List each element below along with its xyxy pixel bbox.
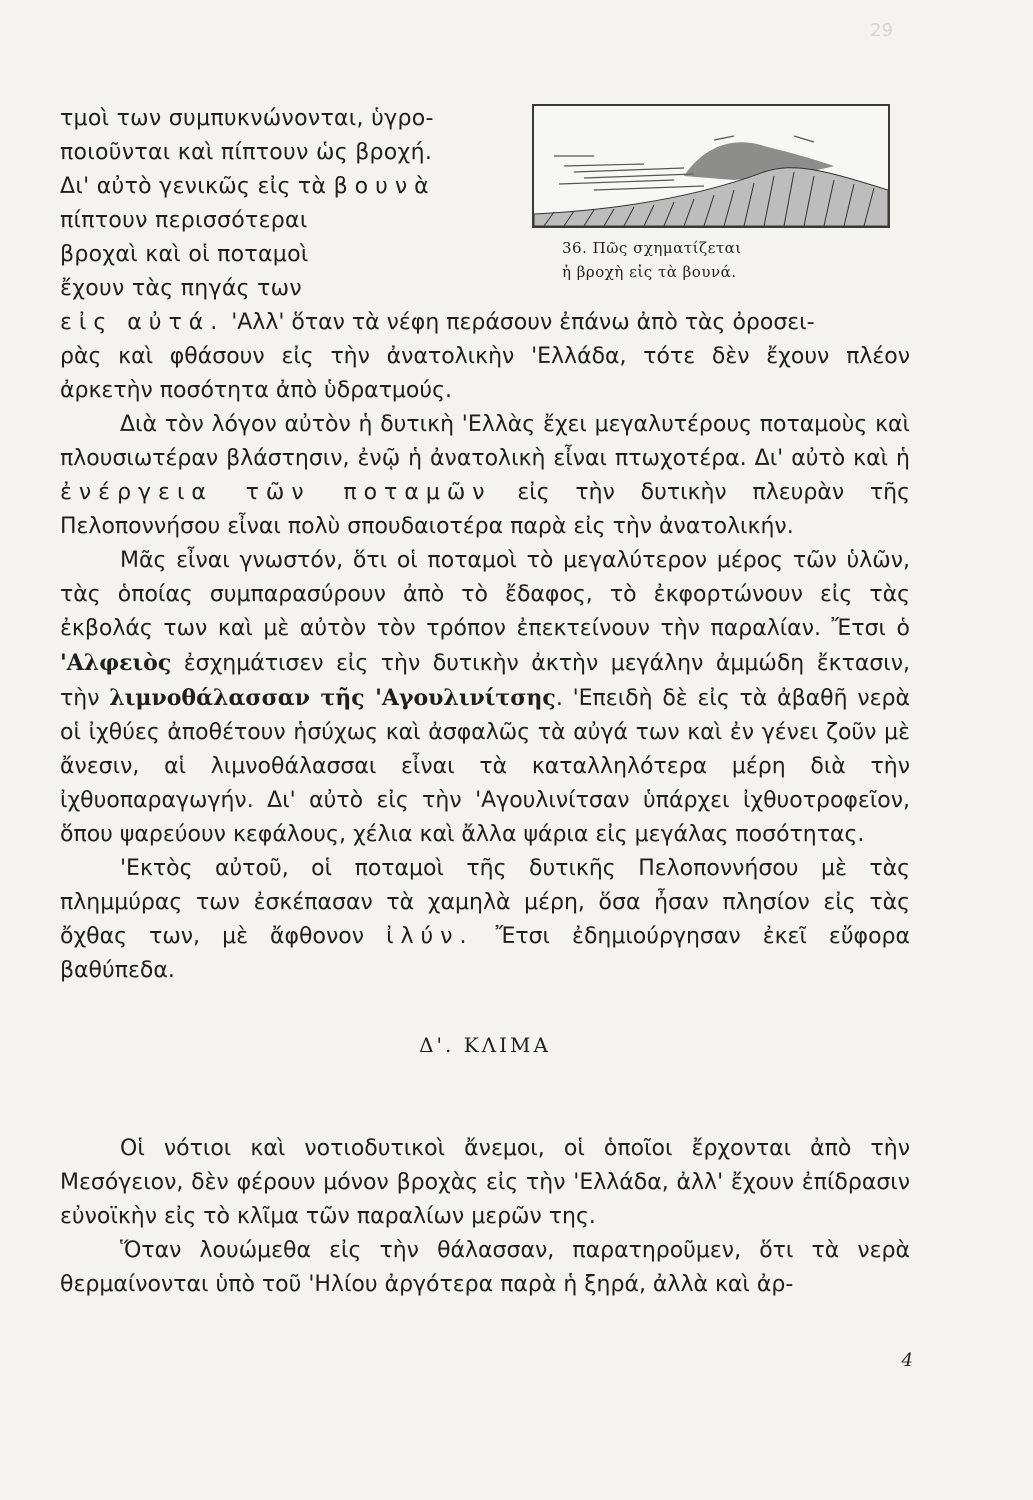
paragraph-2 [60, 408, 910, 544]
spaced-words-in-them: εἰς αὐτά. [60, 310, 225, 335]
spaced-word-mountains: βουνὰ [333, 174, 436, 199]
section-heading-climate: Δ'. ΚΛΙΜΑ [419, 1033, 551, 1057]
paragraph-1 [60, 102, 910, 408]
body-text [60, 102, 910, 1302]
p1-line-6: ἔχουν τὰς πηγάς των [60, 276, 302, 301]
p1-line-3-text: Δι' αὐτὸ γενικῶς εἰς τὰ [60, 174, 334, 199]
p1-line-1: τμοὶ των συμπυκνώνονται, ὑγρο- [60, 106, 434, 131]
signature-number: 4 [901, 1350, 913, 1371]
p3-text-c: ἐσχημάτισεν εἰς τὴν δυτικὴν ἀκτὴν μεγάλην ἀμμώδη ἔκτασιν, τὴν [60, 651, 910, 711]
p1-line-7-text: 'Αλλ' ὅταν τὰ νέφη περάσουν ἐπάνω ἀπὸ τὰς ὀροσει- [224, 310, 815, 335]
p1-rest: ρὰς καὶ φθάσουν εἰς τὴν ἀνατολικὴν 'Ελλάδα, τότε δὲν ἔχουν πλέον ἀρκετὴν ποσότητα ἀπὸ ὑδρατμούς. [60, 344, 910, 403]
bold-agoulinitsa-lagoon: λιμνοθάλασσαν τῆς 'Αγουλινίτσης [109, 685, 556, 711]
p2-text-c: εἰς τὴν δυτικὴν πλευρὰν τῆς Πελοποννήσου εἶναι πολὺ σπουδαιοτέρα παρὰ εἰς τὴν ἀνατολικήν. [60, 480, 911, 539]
p1-line-5: βροχαὶ καὶ οἱ ποταμοὶ [60, 242, 309, 267]
p3-text-a: Μᾶς εἶναι γνωστόν, ὅτι οἱ ποταμοὶ τὸ μεγαλύτερον μέρος τῶν ὑλῶν, τὰς ὁποίας συμπαρασύρουν ἀπὸ τὸ ἔδαφος, τὸ ἐκφορτώνουν εἰς τὰς ἐκβολάς των καὶ μὲ αὐτὸν τὸν τρόπον ἐπεκτείνουν τὴν παραλίαν. Ἔτσι ὁ [60, 548, 910, 641]
p4-text-c: Ἔτσι ἐδημιούργησαν ἐκεῖ εὔφορα βαθύπεδα. [60, 924, 910, 983]
paragraph-3 [60, 544, 910, 852]
paragraph-6: Ὅταν λουώμεθα εἰς τὴν θάλασσαν, παρατηροῦμεν, ὅτι τὰ νερὰ θερμαίνονται ὑπὸ τοῦ 'Ηλίου ἀργότερα παρὰ ἡ ξηρά, ἀλλὰ καὶ ἀρ- [60, 1238, 910, 1297]
caption-line-1: 36. Πῶς σχηματίζεται [562, 239, 742, 257]
spaced-words-river-action: ἐνέργεια τῶν ποταμῶν [60, 480, 492, 505]
p4-text-a: 'Εκτὸς αὐτοῦ, οἱ ποταμοὶ τῆς δυτικῆς Πελοποννήσου μὲ τὰς πλημμύρας των ἐσκέπασαν τὰ χαμηλὰ μέρη, ὅσα ἦσαν πλησίον εἰς τὰς ὄχθας των, μὲ ἄφθονον [60, 856, 910, 949]
paragraph-4 [60, 852, 910, 988]
p1-line-4: πίπτουν περισσότεραι [60, 208, 308, 233]
p3-text-e: . 'Επειδὴ δὲ εἰς τὰ ἀβαθῆ νερὰ οἱ ἰχθύες ἀποθέτουν ἡσύχως καὶ ἀσφαλῶς τὰ αὐγά των καὶ ἐν γένει ζοῦν μὲ ἄνεσιν, αἱ λιμνοθάλασσαι εἶναι τὰ καταλληλότερα μέρη διὰ τὴν ἰχθυοπαραγωγήν. Δι' αὐτὸ εἰς τὴν 'Αγουλινίτσαν ὑπάρχει ἰχθυοτροφεῖον, ὅπου ψαρεύουν κεφάλους, χέλια καὶ ἄλλα ψάρια εἰς μεγάλας ποσότητας. [60, 686, 911, 847]
p2-text-a: Διὰ τὸν λόγον αὐτὸν ἡ δυτικὴ 'Ελλὰς ἔχει μεγαλυτέρους ποταμοὺς καὶ πλουσιωτέραν βλάστησιν, ἐνῷ ἡ ἀνατολικὴ εἶναι πτωχοτέρα. Δι' αὐτὸ καὶ ἡ [60, 412, 910, 471]
page-number-top: 29 [870, 20, 893, 41]
paragraph-5: Οἱ νότιοι καὶ νοτιοδυτικοὶ ἄνεμοι, οἱ ὁποῖοι ἔρχονται ἀπὸ τὴν Μεσόγειον, δὲν φέρουν μόνον βροχὰς εἰς τὴν 'Ελλάδα, ἀλλ' ἔχουν ἐπίδρασιν εὐνοϊκὴν εἰς τὸ κλῖμα τῶν παραλίων μερῶν της. [60, 1136, 910, 1229]
caption-line-2: ἡ βροχὴ εἰς τὰ βουνά. [562, 263, 737, 281]
p1-line-7 [60, 306, 910, 340]
spaced-word-silt: ἰλύν. [386, 924, 474, 949]
p1-line-3 [60, 170, 530, 204]
p1-line-2: ποιοῦνται καὶ πίπτουν ὡς βροχή. [60, 140, 433, 165]
bold-alfeios: 'Αλφειὸς [60, 650, 172, 676]
